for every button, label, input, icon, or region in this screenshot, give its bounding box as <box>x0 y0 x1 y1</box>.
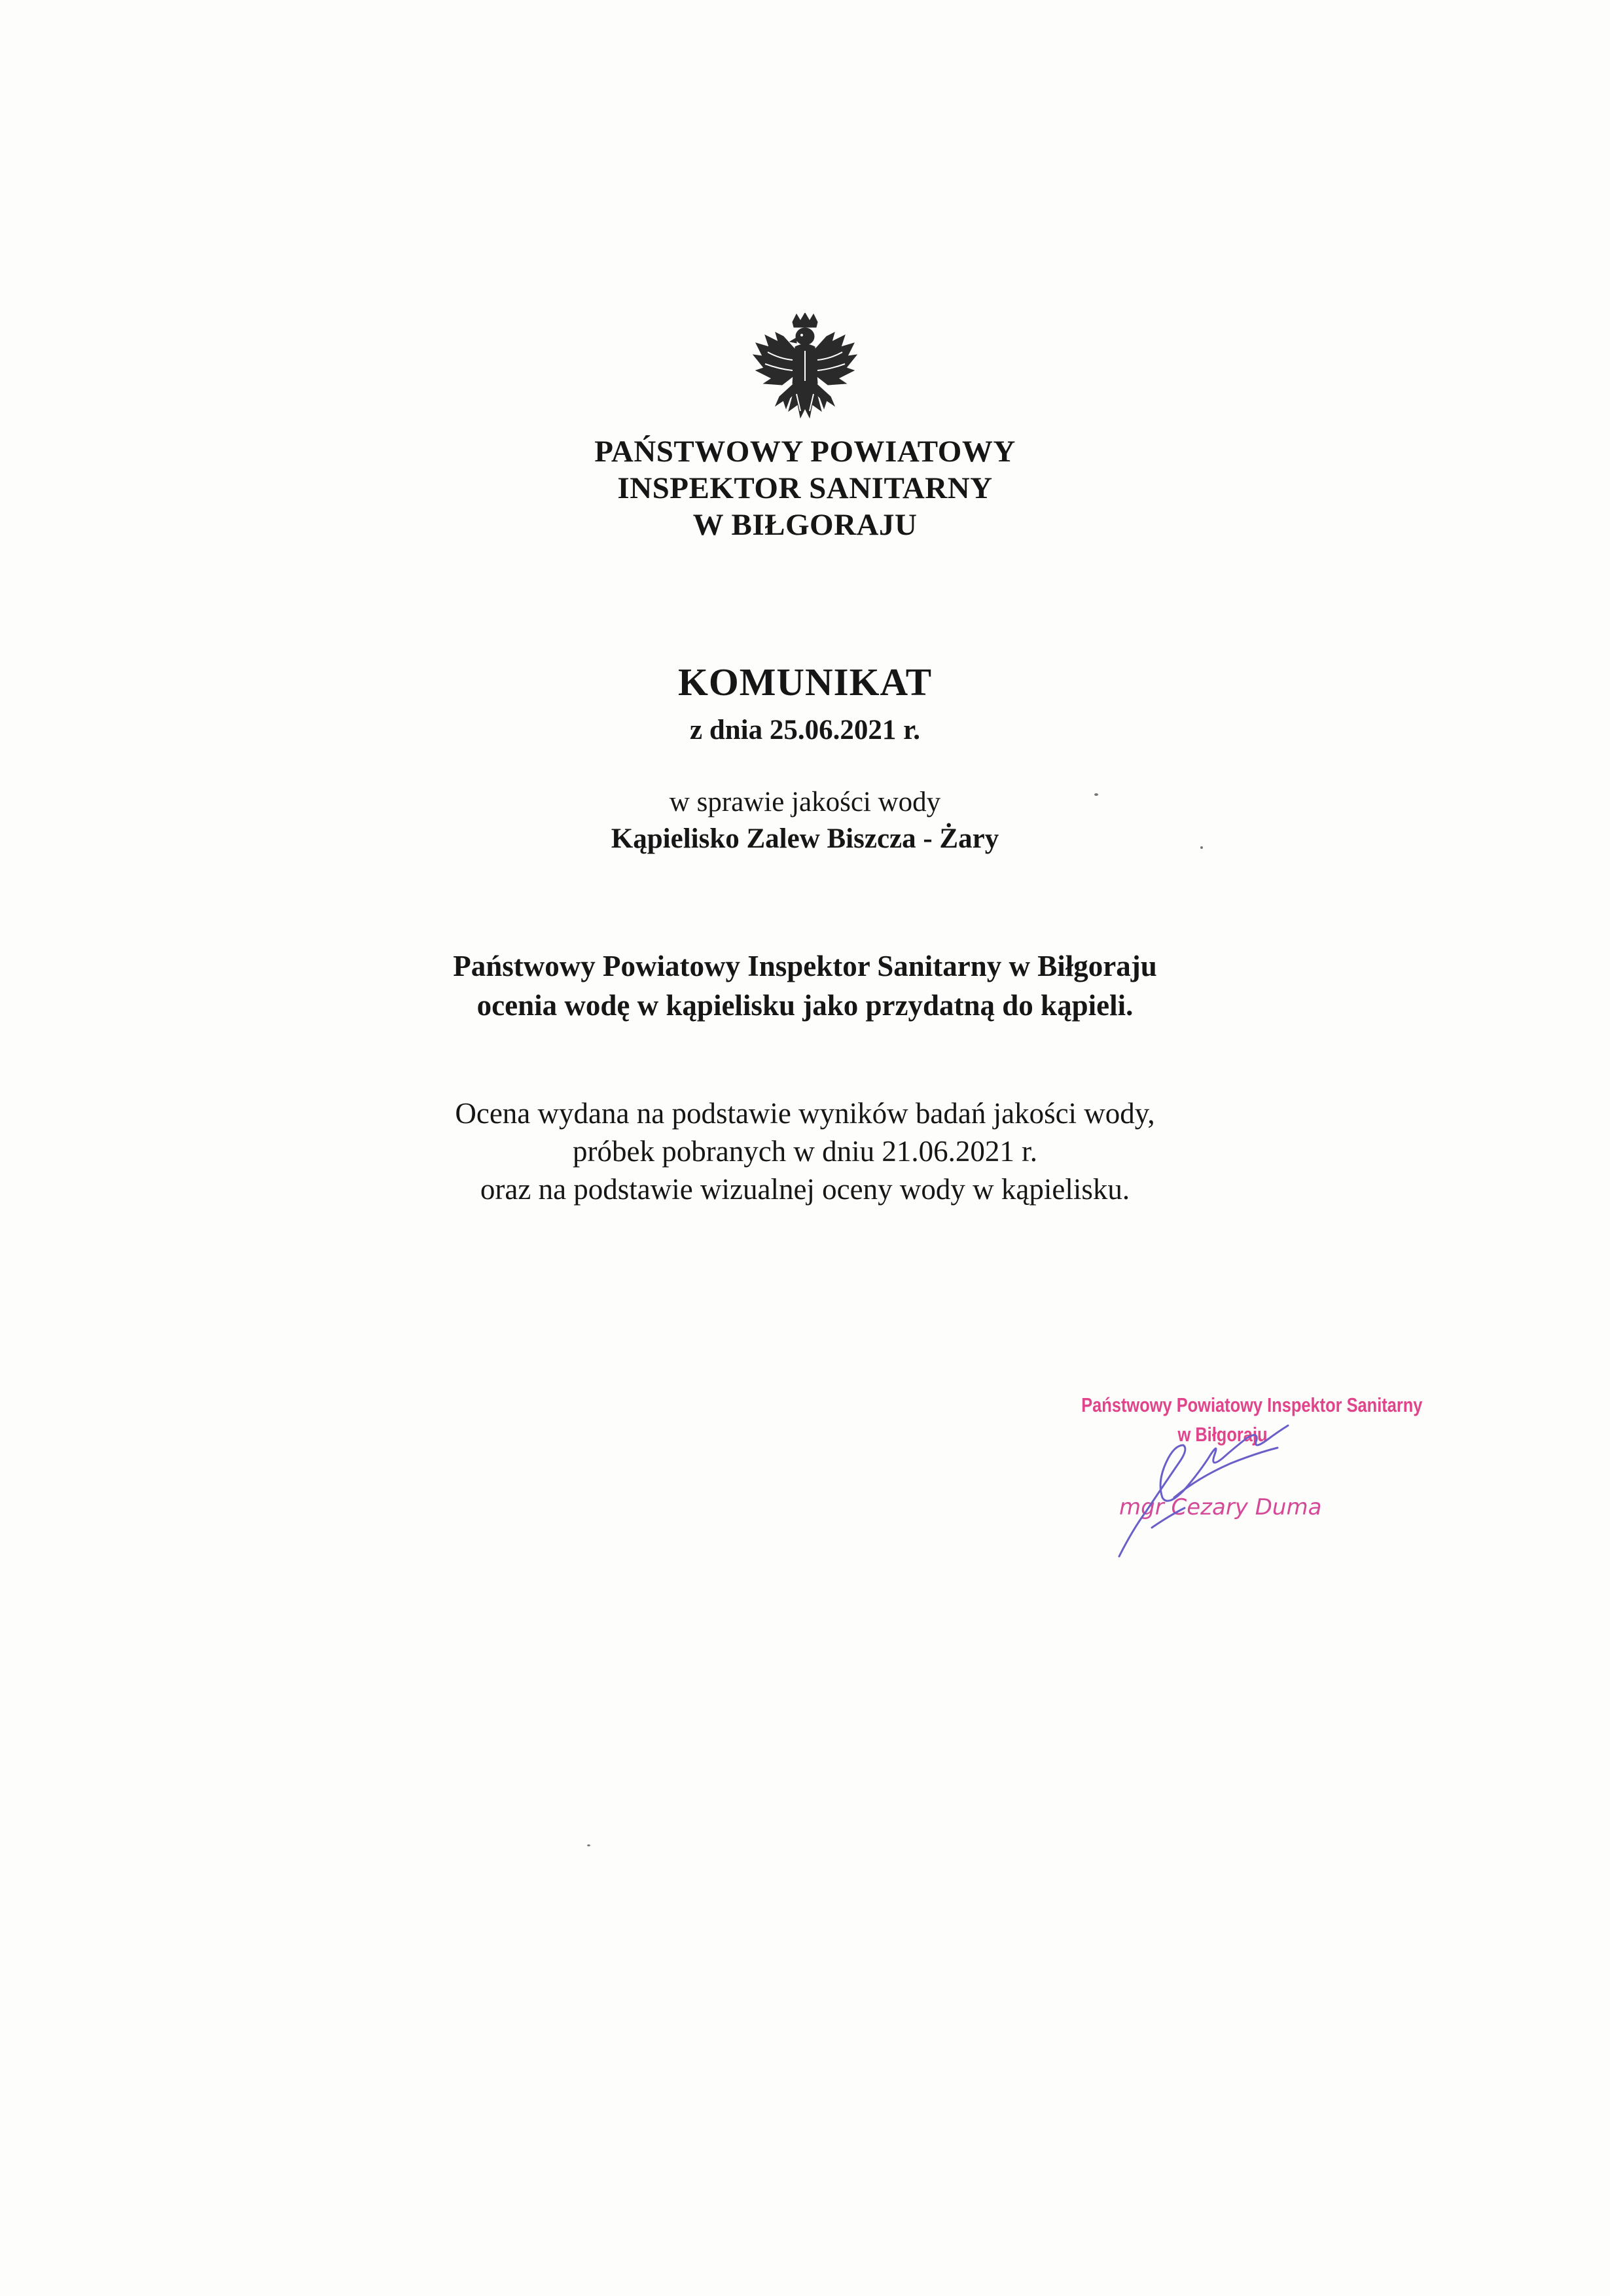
stamp-signatory-name: mgr Cezary Duma <box>1119 1494 1322 1520</box>
stamp-line-2: w Biłgoraju <box>1177 1423 1268 1446</box>
assessment-line-1: Państwowy Powiatowy Inspektor Sanitarny w Biłgoraju <box>453 950 1157 982</box>
scan-speck <box>1094 793 1098 796</box>
basis-line-1: Ocena wydana na podstawie wyników badań jakości wody, <box>455 1097 1155 1130</box>
assessment-line-2: ocenia wodę w kąpielisku jako przydatną do kąpieli. <box>476 989 1134 1022</box>
document-title: KOMUNIKAT <box>677 660 933 704</box>
subject-block <box>0 784 1610 857</box>
assessment-basis <box>0 1094 1610 1208</box>
subject-line-1: w sprawie jakości wody <box>669 787 941 817</box>
stamp-line-1: Państwowy Powiatowy Inspektor Sanitarny <box>1081 1393 1423 1416</box>
assessment-statement <box>0 946 1610 1025</box>
scan-speck <box>587 1844 590 1846</box>
issuer-header <box>0 433 1610 543</box>
issuer-line-1: PAŃSTWOWY POWIATOWY <box>594 435 1016 469</box>
basis-line-2: próbek pobranych w dniu 21.06.2021 r. <box>573 1135 1037 1168</box>
document-date: z dnia 25.06.2021 r. <box>690 715 920 745</box>
handwritten-signature <box>1106 1399 1322 1570</box>
issuer-line-2: INSPEKTOR SANITARNY <box>617 471 993 505</box>
bathing-site-name: Kąpielisko Zalew Biszcza - Żary <box>611 823 999 854</box>
polish-eagle-emblem-icon <box>749 313 861 437</box>
issuer-line-3: W BIŁGORAJU <box>692 508 918 542</box>
basis-line-3: oraz na podstawie wizualnej oceny wody w kąpielisku. <box>480 1173 1130 1206</box>
scan-speck <box>1200 846 1203 849</box>
